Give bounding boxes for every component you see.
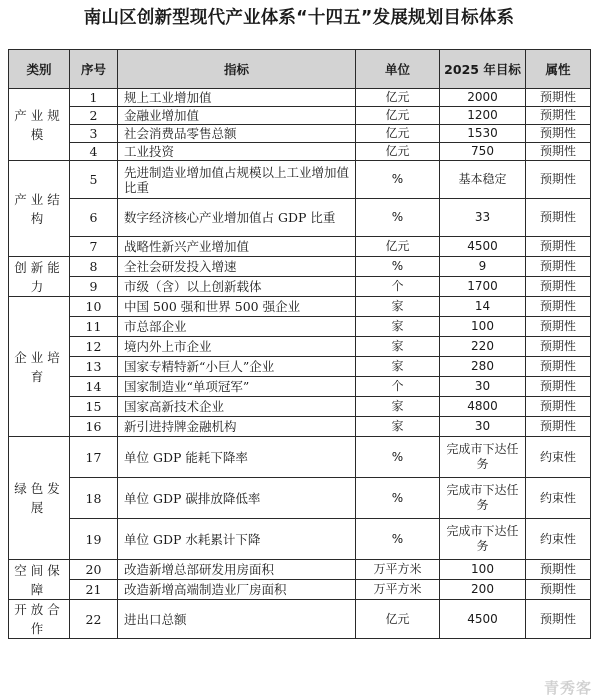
table-row xyxy=(9,397,591,417)
indicator-cell: 改造新增高端制造业厂房面积 xyxy=(118,580,356,600)
indicator-cell: 进出口总额 xyxy=(118,600,356,639)
target-cell: 4800 xyxy=(440,397,526,417)
indicator-cell: 境内外上市企业 xyxy=(118,337,356,357)
table-row xyxy=(9,337,591,357)
indicator-cell: 社会消费品零售总额 xyxy=(118,125,356,143)
attribute-cell: 预期性 xyxy=(526,580,591,600)
number-cell: 13 xyxy=(70,357,118,377)
header-indicator: 指标 xyxy=(118,50,356,89)
number-cell: 9 xyxy=(70,277,118,297)
indicator-cell: 单位 GDP 能耗下降率 xyxy=(118,437,356,478)
target-cell: 完成市下达任务 xyxy=(440,519,526,560)
table-row xyxy=(9,478,591,519)
table-row xyxy=(9,199,591,237)
indicator-cell: 单位 GDP 碳排放降低率 xyxy=(118,478,356,519)
table-row xyxy=(9,377,591,397)
attribute-cell: 预期性 xyxy=(526,317,591,337)
number-cell: 10 xyxy=(70,297,118,317)
target-cell: 220 xyxy=(440,337,526,357)
attribute-cell: 预期性 xyxy=(526,560,591,580)
number-cell: 2 xyxy=(70,107,118,125)
indicator-cell: 国家制造业“单项冠军” xyxy=(118,377,356,397)
number-cell: 12 xyxy=(70,337,118,357)
unit-cell: 万平方米 xyxy=(356,580,440,600)
unit-cell: % xyxy=(356,199,440,237)
indicator-cell: 国家专精特新“小巨人”企业 xyxy=(118,357,356,377)
target-cell: 4500 xyxy=(440,237,526,257)
indicator-cell: 改造新增总部研发用房面积 xyxy=(118,560,356,580)
target-cell: 完成市下达任务 xyxy=(440,478,526,519)
target-cell: 基本稳定 xyxy=(440,161,526,199)
target-cell: 1700 xyxy=(440,277,526,297)
attribute-cell: 预期性 xyxy=(526,357,591,377)
unit-cell: 家 xyxy=(356,317,440,337)
attribute-cell: 预期性 xyxy=(526,377,591,397)
header-number: 序号 xyxy=(70,50,118,89)
indicator-cell: 金融业增加值 xyxy=(118,107,356,125)
indicator-cell: 中国 500 强和世界 500 强企业 xyxy=(118,297,356,317)
number-cell: 14 xyxy=(70,377,118,397)
table-row xyxy=(9,560,591,580)
category-cell: 绿色发展 xyxy=(9,437,70,560)
target-cell: 280 xyxy=(440,357,526,377)
number-cell: 6 xyxy=(70,199,118,237)
unit-cell: 亿元 xyxy=(356,89,440,107)
attribute-cell: 预期性 xyxy=(526,337,591,357)
target-cell: 200 xyxy=(440,580,526,600)
target-cell: 完成市下达任务 xyxy=(440,437,526,478)
unit-cell: % xyxy=(356,519,440,560)
indicator-cell: 单位 GDP 水耗累计下降 xyxy=(118,519,356,560)
page-title: 南山区创新型现代产业体系“十四五”发展规划目标体系 xyxy=(83,8,515,28)
indicator-cell: 市级（含）以上创新载体 xyxy=(118,277,356,297)
table-row xyxy=(9,297,591,317)
table-row xyxy=(9,580,591,600)
indicator-cell: 全社会研发投入增速 xyxy=(118,257,356,277)
header-row xyxy=(9,50,591,89)
table-row xyxy=(9,519,591,560)
target-cell: 2000 xyxy=(440,89,526,107)
table-row xyxy=(9,277,591,297)
category-cell: 产业规模 xyxy=(9,89,70,161)
number-cell: 22 xyxy=(70,600,118,639)
unit-cell: 亿元 xyxy=(356,143,440,161)
category-cell: 产业结构 xyxy=(9,161,70,257)
number-cell: 7 xyxy=(70,237,118,257)
header-attribute: 属性 xyxy=(526,50,591,89)
header-unit: 单位 xyxy=(356,50,440,89)
target-cell: 30 xyxy=(440,377,526,397)
header-target: 2025 年目标 xyxy=(440,50,526,89)
indicator-cell: 工业投资 xyxy=(118,143,356,161)
target-cell: 100 xyxy=(440,560,526,580)
category-cell: 企业培育 xyxy=(9,297,70,437)
table-row xyxy=(9,143,591,161)
target-cell: 33 xyxy=(440,199,526,237)
indicator-cell: 规上工业增加值 xyxy=(118,89,356,107)
table-row xyxy=(9,417,591,437)
unit-cell: 个 xyxy=(356,277,440,297)
number-cell: 18 xyxy=(70,478,118,519)
unit-cell: 家 xyxy=(356,417,440,437)
header-category: 类别 xyxy=(9,50,70,89)
targets-table xyxy=(8,49,591,639)
table-row xyxy=(9,125,591,143)
number-cell: 5 xyxy=(70,161,118,199)
attribute-cell: 预期性 xyxy=(526,600,591,639)
unit-cell: 个 xyxy=(356,377,440,397)
target-cell: 14 xyxy=(440,297,526,317)
number-cell: 19 xyxy=(70,519,118,560)
unit-cell: 亿元 xyxy=(356,600,440,639)
unit-cell: 亿元 xyxy=(356,107,440,125)
attribute-cell: 预期性 xyxy=(526,397,591,417)
unit-cell: % xyxy=(356,437,440,478)
attribute-cell: 预期性 xyxy=(526,237,591,257)
number-cell: 15 xyxy=(70,397,118,417)
unit-cell: 家 xyxy=(356,337,440,357)
category-cell: 创新能力 xyxy=(9,257,70,297)
unit-cell: 亿元 xyxy=(356,125,440,143)
target-cell: 30 xyxy=(440,417,526,437)
unit-cell: 家 xyxy=(356,397,440,417)
table-row xyxy=(9,161,591,199)
table-row xyxy=(9,89,591,107)
attribute-cell: 预期性 xyxy=(526,277,591,297)
number-cell: 8 xyxy=(70,257,118,277)
unit-cell: 万平方米 xyxy=(356,560,440,580)
target-cell: 9 xyxy=(440,257,526,277)
number-cell: 4 xyxy=(70,143,118,161)
unit-cell: 家 xyxy=(356,297,440,317)
attribute-cell: 预期性 xyxy=(526,125,591,143)
table-row xyxy=(9,600,591,639)
target-cell: 4500 xyxy=(440,600,526,639)
attribute-cell: 约束性 xyxy=(526,519,591,560)
unit-cell: % xyxy=(356,161,440,199)
attribute-cell: 预期性 xyxy=(526,257,591,277)
category-cell: 开放合作 xyxy=(9,600,70,639)
category-cell: 空间保障 xyxy=(9,560,70,600)
indicator-cell: 市总部企业 xyxy=(118,317,356,337)
unit-cell: 家 xyxy=(356,357,440,377)
indicator-cell: 先进制造业增加值占规模以上工业增加值比重 xyxy=(118,161,356,199)
table-row xyxy=(9,317,591,337)
target-cell: 750 xyxy=(440,143,526,161)
number-cell: 20 xyxy=(70,560,118,580)
unit-cell: % xyxy=(356,257,440,277)
number-cell: 3 xyxy=(70,125,118,143)
unit-cell: % xyxy=(356,478,440,519)
attribute-cell: 预期性 xyxy=(526,161,591,199)
target-cell: 1200 xyxy=(440,107,526,125)
number-cell: 1 xyxy=(70,89,118,107)
unit-cell: 亿元 xyxy=(356,237,440,257)
table-row xyxy=(9,437,591,478)
table-row xyxy=(9,357,591,377)
number-cell: 21 xyxy=(70,580,118,600)
attribute-cell: 约束性 xyxy=(526,437,591,478)
attribute-cell: 预期性 xyxy=(526,297,591,317)
attribute-cell: 预期性 xyxy=(526,107,591,125)
target-cell: 100 xyxy=(440,317,526,337)
indicator-cell: 战略性新兴产业增加值 xyxy=(118,237,356,257)
attribute-cell: 预期性 xyxy=(526,89,591,107)
table-row xyxy=(9,237,591,257)
indicator-cell: 新引进持牌金融机构 xyxy=(118,417,356,437)
number-cell: 17 xyxy=(70,437,118,478)
indicator-cell: 数字经济核心产业增加值占 GDP 比重 xyxy=(118,199,356,237)
attribute-cell: 预期性 xyxy=(526,199,591,237)
watermark-logo: 青秀客 xyxy=(543,679,592,697)
attribute-cell: 约束性 xyxy=(526,478,591,519)
indicator-cell: 国家高新技术企业 xyxy=(118,397,356,417)
target-cell: 1530 xyxy=(440,125,526,143)
table-row xyxy=(9,257,591,277)
number-cell: 11 xyxy=(70,317,118,337)
table-row xyxy=(9,107,591,125)
attribute-cell: 预期性 xyxy=(526,143,591,161)
number-cell: 16 xyxy=(70,417,118,437)
attribute-cell: 预期性 xyxy=(526,417,591,437)
